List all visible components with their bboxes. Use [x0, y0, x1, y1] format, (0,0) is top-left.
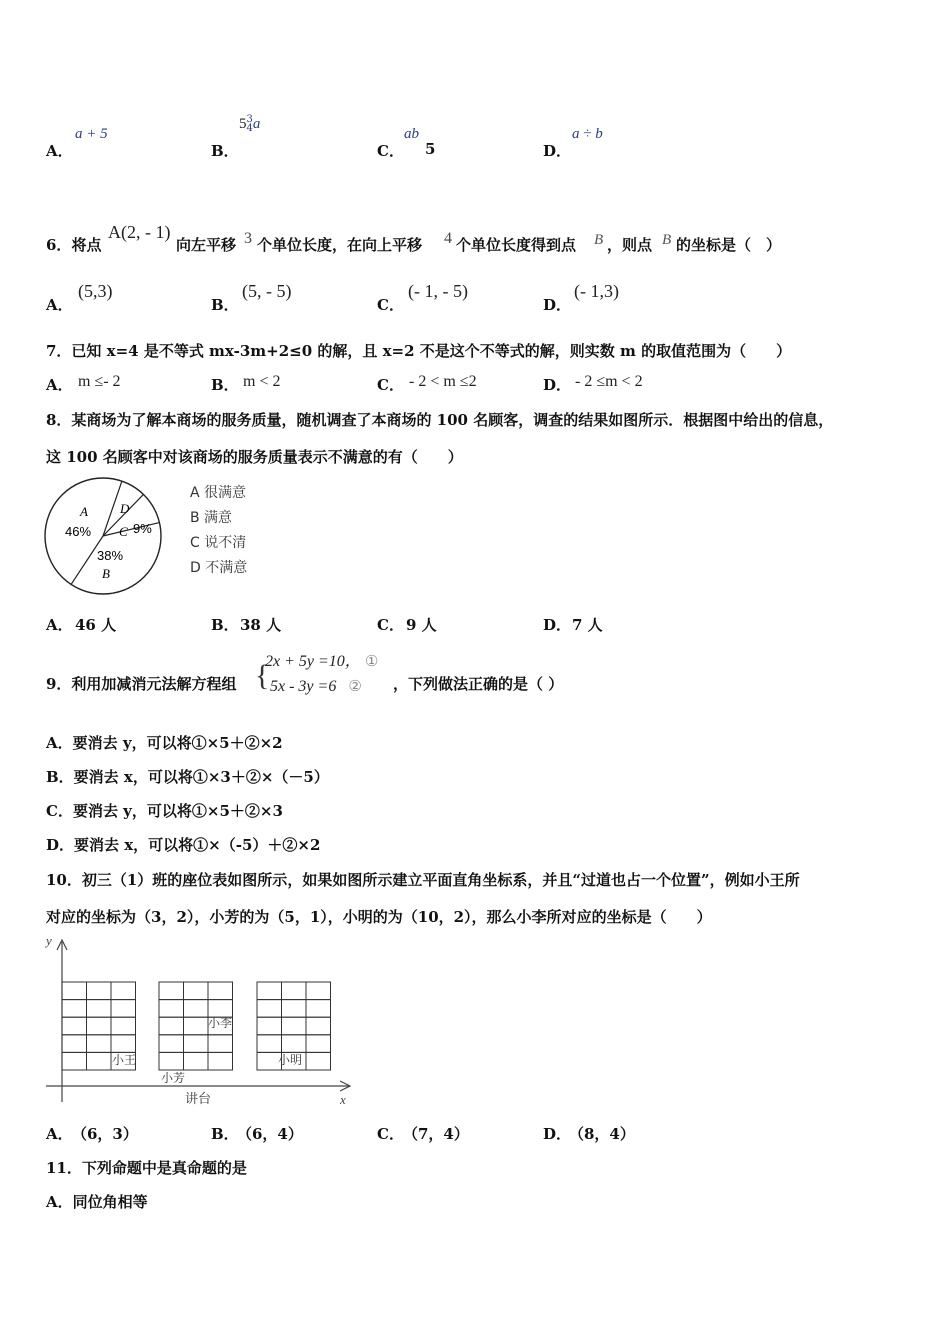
q6-option-d-value: (- 1,3)	[574, 281, 619, 301]
q5-b-num: 3	[246, 114, 253, 125]
q5-option-a-expr: a + 5	[75, 126, 108, 142]
seat-cell	[306, 1017, 331, 1035]
q7-option-c-label: C．	[377, 376, 404, 394]
q10-seating-chart	[40, 930, 360, 1110]
seat-cell	[257, 1035, 282, 1053]
q10-option-a-value: （6，3）	[72, 1125, 138, 1143]
q6-number: 6．	[46, 236, 72, 254]
q6-n1: 3	[244, 230, 252, 247]
seat-cell	[87, 1017, 112, 1035]
seat-cell	[87, 1052, 112, 1070]
q9-eq1-mark: ①	[364, 652, 379, 670]
seat-cell	[257, 1017, 282, 1035]
q9-option-b: B．要消去 x，可以将①×3＋②×（－5）	[46, 768, 329, 786]
q8-option-b-value: 38 人	[240, 616, 282, 634]
seat-cell	[184, 1000, 209, 1018]
q6-text-f: 的坐标是（ ）	[676, 236, 782, 254]
q8-stem-line2: 这 100 名顾客中对该商场的服务质量表示不满意的有（ ）	[46, 448, 463, 466]
q9-stem-a: 9．利用加减消元法解方程组	[46, 675, 237, 693]
seat-cell	[184, 1052, 209, 1070]
seat-cell	[282, 1017, 307, 1035]
seat-cell	[184, 1035, 209, 1053]
pie-label-b-pct: 38%	[97, 548, 124, 563]
q8-option-a-value: 46 人	[75, 616, 117, 634]
q7-option-d-label: D．	[543, 376, 572, 394]
q8-option-d-value: 7 人	[572, 616, 603, 634]
q6-option-b-value: (5, - 5)	[242, 281, 292, 301]
legend-item-b: B 满意	[190, 510, 233, 526]
q6-option-a-value: (5,3)	[78, 281, 113, 301]
legend-item-d: D 不满意	[190, 560, 248, 576]
seat-cell	[62, 982, 87, 1000]
q6-option-c-label: C．	[377, 296, 404, 314]
x-axis-label: x	[340, 1092, 346, 1107]
q10-option-b-label: B．	[211, 1125, 239, 1143]
seat-cell	[87, 1000, 112, 1018]
q5-option-b-expr	[239, 114, 260, 133]
q11-stem: 11．下列命题中是真命题的是	[46, 1159, 247, 1177]
q6-option-a-label: A．	[46, 296, 73, 314]
label-podium: 讲台	[185, 1092, 212, 1107]
q8-option-c-value: 9 人	[406, 616, 437, 634]
seat-cell	[62, 1000, 87, 1018]
q11-option-a: A．同位角相等	[46, 1193, 148, 1211]
seat-cell	[62, 1035, 87, 1053]
q5-option-c-label: C．	[377, 142, 404, 160]
q7-stem: 7．已知 x=4 是不等式 mx-3m+2≤0 的解，且 x=2 不是这个不等式的解，则实数 m 的取值范围为（ ）	[46, 342, 792, 360]
q9-stem-b: ，下列做法正确的是（ ）	[393, 675, 564, 693]
q5-option-a-label: A．	[46, 142, 73, 160]
q8-pie-chart	[40, 474, 170, 598]
q6-point-b: B	[594, 232, 604, 248]
q10-option-b-value: （6，4）	[237, 1125, 303, 1143]
seat-cell	[159, 1052, 184, 1070]
seat-cell	[111, 1017, 136, 1035]
q9-eq1-text: 2x + 5y =10，	[265, 653, 361, 670]
q6-point-a: A(2, - 1)	[108, 222, 171, 242]
q10-option-c-value: （7，4）	[403, 1125, 469, 1143]
q7-option-b-label: B．	[211, 376, 239, 394]
q6-option-d-label: D．	[543, 296, 572, 314]
seat-cell	[159, 1035, 184, 1053]
q5-b-den: 4	[246, 123, 253, 134]
q9-brace: {	[255, 659, 270, 692]
q9-equation-1	[265, 648, 378, 671]
q8-option-c-label: C．	[377, 616, 404, 634]
q9-equation-2	[270, 677, 362, 696]
label-xiaoli: 小李	[208, 1016, 233, 1030]
q8-option-d-label: D．	[543, 616, 572, 634]
legend-item-c: C 说不清	[190, 535, 247, 551]
seat-cell	[282, 1000, 307, 1018]
pie-label-a: A	[80, 504, 88, 519]
seat-cell	[111, 1035, 136, 1053]
seat-cell	[87, 982, 112, 1000]
seat-cell	[184, 1017, 209, 1035]
seat-cell	[62, 1017, 87, 1035]
q7-option-b-value: m < 2	[243, 373, 281, 390]
q10-option-a-label: A．	[46, 1125, 73, 1143]
q6-point-b2: B	[662, 232, 672, 248]
q9-option-c: C．要消去 y，可以将①×5＋②×3	[46, 802, 283, 820]
seat-cell	[159, 1017, 184, 1035]
label-xiaoming: 小明	[278, 1053, 303, 1067]
seat-cell	[208, 982, 233, 1000]
q6-text-a: 将点	[71, 236, 102, 254]
q7-option-a-label: A．	[46, 376, 73, 394]
y-axis-label: y	[46, 933, 52, 948]
q5-option-c-expr: ab	[404, 126, 419, 142]
seat-cell	[306, 982, 331, 1000]
q6-option-c-value: (- 1, - 5)	[408, 281, 468, 301]
pie-label-d: D	[120, 501, 130, 516]
pie-label-a-pct: 46%	[65, 524, 92, 539]
q7-option-d-value: - 2 ≤m < 2	[575, 373, 643, 390]
q6-stem	[46, 234, 101, 255]
q7-option-c-value: - 2 < m ≤2	[409, 373, 477, 390]
pie-label-b: B	[102, 566, 110, 581]
seat-cell	[184, 982, 209, 1000]
q9-eq2-text: 5x - 3y =6	[270, 678, 337, 695]
seat-cell	[62, 1052, 87, 1070]
q8-option-a-label: A．	[46, 616, 73, 634]
q10-option-c-label: C．	[377, 1125, 404, 1143]
q5-option-c-tail: 5	[425, 140, 436, 158]
q7-option-a-value: m ≤- 2	[78, 373, 121, 390]
seat-cell	[282, 982, 307, 1000]
seat-cell	[257, 1000, 282, 1018]
seat-cell	[111, 1000, 136, 1018]
seat-cell	[208, 1000, 233, 1018]
seat-cell	[282, 1035, 307, 1053]
q5-option-d-expr: a ÷ b	[572, 126, 603, 142]
q10-option-d-label: D．	[543, 1125, 572, 1143]
q8-stem-line1: 8．某商场为了解本商场的服务质量，随机调查了本商场的 100 名顾客，调查的结果如图所示．根据图中给出的信息，	[46, 411, 834, 429]
q8-pie-legend	[190, 481, 247, 581]
label-xiaowang: 小王	[112, 1053, 137, 1067]
q10-stem-line2: 对应的坐标为（3，2），小芳的为（5，1），小明的为（10，2），那么小李所对应的坐标是（ ）	[46, 908, 712, 926]
label-xiaofang: 小芳	[161, 1071, 186, 1085]
seat-cell	[306, 1035, 331, 1053]
seat-cell	[87, 1035, 112, 1053]
pie-label-c: C	[119, 524, 128, 539]
q9-eq2-mark: ②	[348, 677, 362, 695]
q5-b-whole: 5	[239, 116, 247, 132]
q9-option-d: D．要消去 x，可以将①×（-5）＋②×2	[46, 836, 321, 854]
seat-cell	[306, 1052, 331, 1070]
seat-cell	[159, 982, 184, 1000]
q6-text-c: 个单位长度，在向上平移	[257, 236, 423, 254]
q5-option-d-label: D．	[543, 142, 572, 160]
q10-stem-line1: 10．初三（1）班的座位表如图所示，如果如图所示建立平面直角坐标系，并且“过道也占一个位置”，例如小王所	[46, 871, 800, 889]
q5-b-var: a	[252, 116, 261, 132]
q10-option-d-value: （8，4）	[569, 1125, 635, 1143]
seat-cell	[111, 982, 136, 1000]
seat-cell	[208, 1052, 233, 1070]
seat-cell	[306, 1000, 331, 1018]
legend-item-a: A 很满意	[190, 485, 247, 501]
seat-cell	[159, 1000, 184, 1018]
seat-cell	[208, 1035, 233, 1053]
q6-text-d: 个单位长度得到点	[456, 236, 577, 254]
q6-option-b-label: B．	[211, 296, 239, 314]
q6-text-e: ，则点	[607, 236, 653, 254]
q9-option-a: A．要消去 y，可以将①×5＋②×2	[46, 734, 283, 752]
q6-n2: 4	[444, 230, 452, 247]
seat-cell	[257, 982, 282, 1000]
q8-option-b-label: B．	[211, 616, 239, 634]
q5-option-b-label: B．	[211, 142, 239, 160]
q6-text-b: 向左平移	[176, 236, 237, 254]
pie-label-c-pct: 9%	[133, 521, 152, 536]
